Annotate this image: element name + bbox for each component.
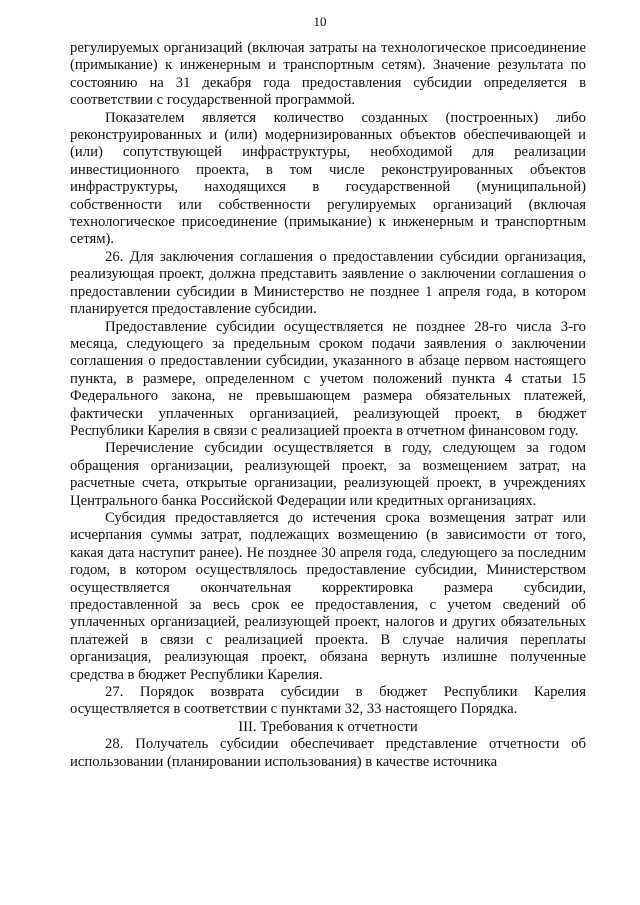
paragraph: Предоставление субсидии осуществляется не позднее 28-го числа 3-го месяца, следующего за предельным сроком подачи заявления о заключении соглашения о предоставлении субсидии, указанного в абзаце первом настоящего пункта, в размере, определенном с учетом положений пункта 4 статьи 15 Федерального закона, не превышающем размера обязательных платежей, фактически уплаченных организацией, реализующей проект, в бюджет Республики Карелия в связи с реализацией проекта в отчетном финансовом году. (70, 318, 586, 439)
paragraph: Показателем является количество созданных (построенных) либо реконструированных и (или) модернизированных объектов обеспечивающей и (или) сопутствующей инфраструктуры, необходимой для реализации инвестиционного проекта, в том числе реконструированных объектов инфраструктуры, находящихся в государственной (муниципальной) собственности или собственности регулируемых организаций (включая технологическое присоединение (примыкание) к инженерным и транспортным сетям). (70, 109, 586, 248)
paragraphs-after-heading (70, 736, 586, 771)
section-heading: III. Требования к отчетности (238, 718, 418, 735)
page-number: 10 (313, 14, 327, 29)
paragraph: 27. Порядок возврата субсидии в бюджет Республики Карелия осуществляется в соответствии с пунктами 32, 33 настоящего Порядка. (70, 684, 586, 718)
document-body (70, 40, 586, 771)
paragraph: 26. Для заключения соглашения о предоставлении субсидии организация, реализующая проект, должна представить заявление о заключении соглашения о предоставлении субсидии в Министерство не позднее 1 апреля года, в котором планируется предоставление субсидии. (70, 248, 586, 318)
paragraph: 28. Получатель субсидии обеспечивает представление отчетности об использовании (планировании использования) в качестве источника (70, 736, 586, 770)
paragraph: регулируемых организаций (включая затраты на технологическое присоединение (примыкание) к инженерным и транспортным сетям). Значение результата по состоянию на 31 декабря года предоставления субсидии определяется в соответствии с государственной программой. (70, 40, 586, 109)
paragraphs-before-heading (70, 40, 586, 719)
paragraph: Субсидия предоставляется до истечения срока возмещения затрат или исчерпания суммы затрат, подлежащих возмещению (в зависимости от того, какая дата наступит ранее). Не позднее 30 апреля года, следующего за последним годом, в котором осуществлялось предоставление субсидии, Министерством осуществляется окончательная корректировка размера субсидии, предоставленной за весь срок ее предоставления, с учетом сведений об уплаченных организацией, реализующей проект, налогов и других обязательных платежей в связи с реализацией проекта. В случае наличия переплаты организация, реализующая проект, обязана вернуть излишне полученные средства в бюджет Республики Карелия. (70, 509, 586, 683)
paragraph: Перечисление субсидии осуществляется в году, следующем за годом обращения организации, реализующей проект, за возмещением затрат, на расчетные счета, открытые организации, реализующей проект, в учреждениях Центрального банка Российской Федерации или кредитных организациях. (70, 440, 586, 509)
